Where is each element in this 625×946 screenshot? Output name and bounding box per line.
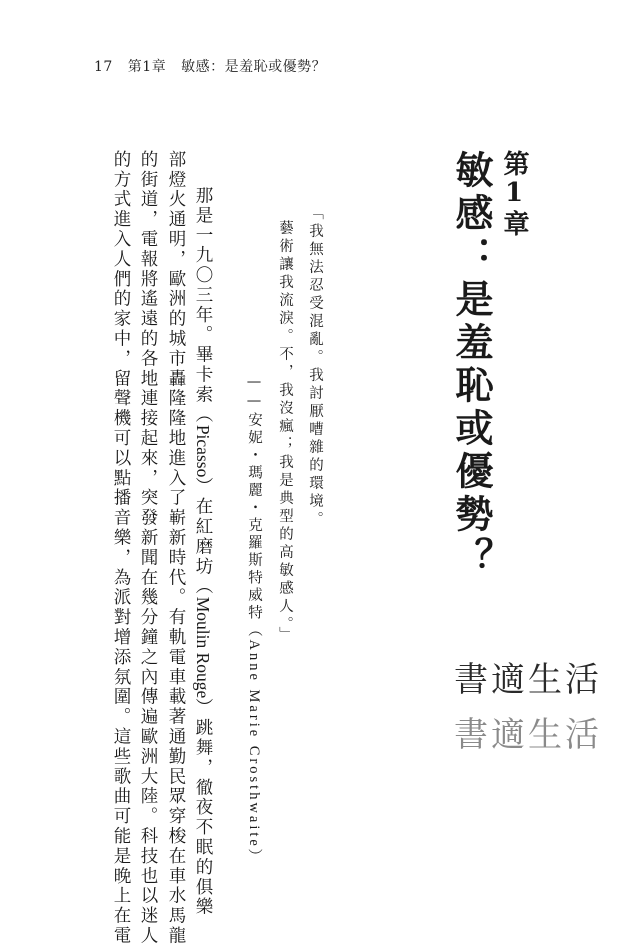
- attribution-suffix: ）: [246, 848, 262, 867]
- body-text-latin-picasso: Picasso: [193, 424, 213, 478]
- epigraph-attribution: [244, 374, 266, 866]
- body-text: ）跳舞，徹夜不眠的俱樂: [193, 698, 213, 918]
- header-title: 敏感：是羞恥或優勢？: [181, 59, 327, 75]
- epigraph-line-2: 藝術讓我流淚。不，我沒瘋；我是典型的高敏感人。」: [277, 220, 293, 645]
- chapter-number: 第1章: [499, 150, 529, 238]
- attribution-prefix: ——安妮・瑪麗・克羅斯特威特（: [246, 374, 262, 640]
- attribution-name-en: Anne Marie Crosthwaite: [246, 639, 262, 849]
- body-paragraph-column-2: 部燈火通明，歐洲的城市轟隆隆地進入了嶄新時代。有軌電車載著通勤民眾穿梭在車水馬龍: [166, 150, 186, 946]
- page-number: 17: [94, 59, 113, 75]
- header-chapter: 第1章: [127, 59, 167, 75]
- running-header: [94, 56, 336, 76]
- body-paragraph-column-1: [191, 186, 219, 917]
- body-text-latin-moulin-rouge: Moulin Rouge: [193, 596, 213, 699]
- epigraph-line-1: 「我無法忍受混亂。我討厭嘈雜的環境。: [307, 205, 323, 529]
- body-paragraph-column-4: 的方式進入人們的家中，留聲機可以點播音樂，為派對增添氛圍。這些歌曲可能是晚上在電: [111, 150, 131, 946]
- chapter-title: 敏感：是羞恥或優勢？: [449, 150, 494, 580]
- body-paragraph-column-3: 的街道，電報將遙遠的各地連接起來，突發新聞在幾分鐘之內傳遍歐洲大陸。科技也以迷人: [138, 150, 158, 946]
- watermark-logo-dark: 書適生活: [454, 660, 602, 700]
- body-text: 那是一九〇三年。畢卡索（: [193, 186, 213, 425]
- watermark-logo-light: 書適生活: [454, 715, 602, 755]
- body-text: ）在紅磨坊（: [193, 477, 213, 597]
